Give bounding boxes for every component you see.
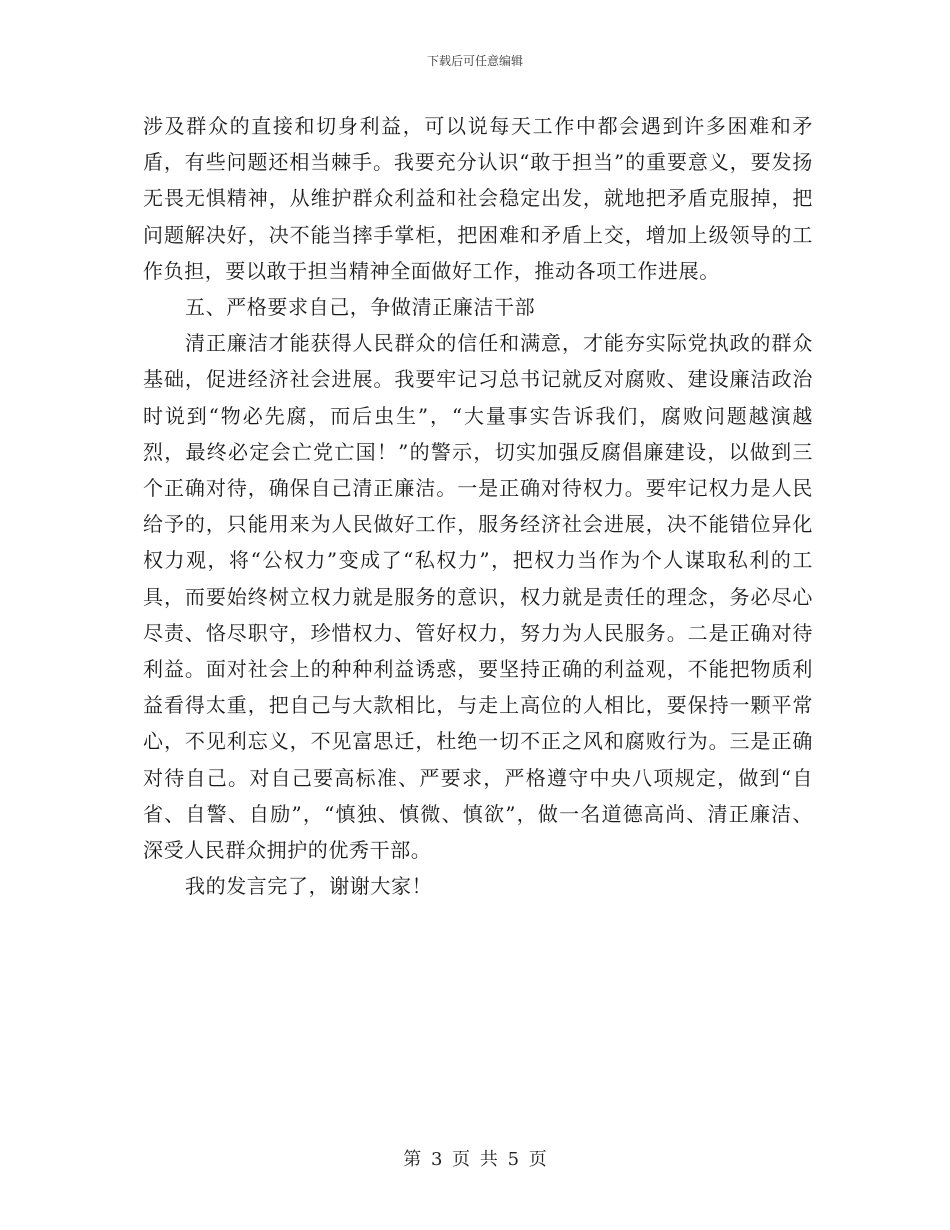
page-header: 下载后可任意编辑	[426, 54, 523, 68]
paragraph: 清正廉洁才能获得人民群众的信任和满意，才能夯实际党执政的群众基础，促进经济社会进展。我要牢记习总书记就反对腐败、建设廉洁政治时说到“物必先腐，而后虫生”，“大量事实告诉我们，腐败问题越演越烈，最终必定会亡党亡国！”的警示，切实加强反腐倡廉建设，以做到三个正确对待，确保自己清正廉洁。一是正确对待权力。要牢记权力是人民给予的，只能用来为人民做好工作，服务经济社会进展，决不能错位异化权力观，将“公权力”变成了“私权力”，把权力当作为个人谋取私利的工具，而要始终树立权力就是服务的意识，权力就是责任的理念，务必尽心尽责、恪尽职守，珍惜权力、管好权力，努力为人民服务。二是正确对待利益。面对社会上的种种利益诱惑，要坚持正确的利益观，不能把物质利益看得太重，把自己与大款相比，与走上高位的人相比，要保持一颗平常心，不见利忘义，不见富思迁，杜绝一切不正之风和腐败行为。三是正确对待自己。对自己要高标准、严要求，严格遵守中央八项规定，做到“自省、自警、自励”，“慎独、慎微、慎欲”，做一名道德高尚、清正廉洁、深受人民群众拥护的优秀干部。	[143, 331, 813, 863]
document-body	[143, 108, 813, 904]
page-number: 第 3 页 共 5 页	[403, 1149, 547, 1170]
section-heading: 五、严格要求自己，争做清正廉洁干部	[185, 295, 536, 320]
paragraph-continuation: 涉及群众的直接和切身利益，可以说每天工作中都会遇到许多困难和矛盾，有些问题还相当棘手。我要充分认识“敢于担当”的重要意义，要发扬无畏无惧精神，从维护群众利益和社会稳定出发，就地把矛盾克服掉，把问题解决好，决不能当摔手掌柜，把困难和矛盾上交，增加上级领导的工作负担，要以敢于担当精神全面做好工作，推动各项工作进展。	[143, 114, 813, 283]
closing-remark: 我的发言完了，谢谢大家！	[185, 874, 433, 899]
